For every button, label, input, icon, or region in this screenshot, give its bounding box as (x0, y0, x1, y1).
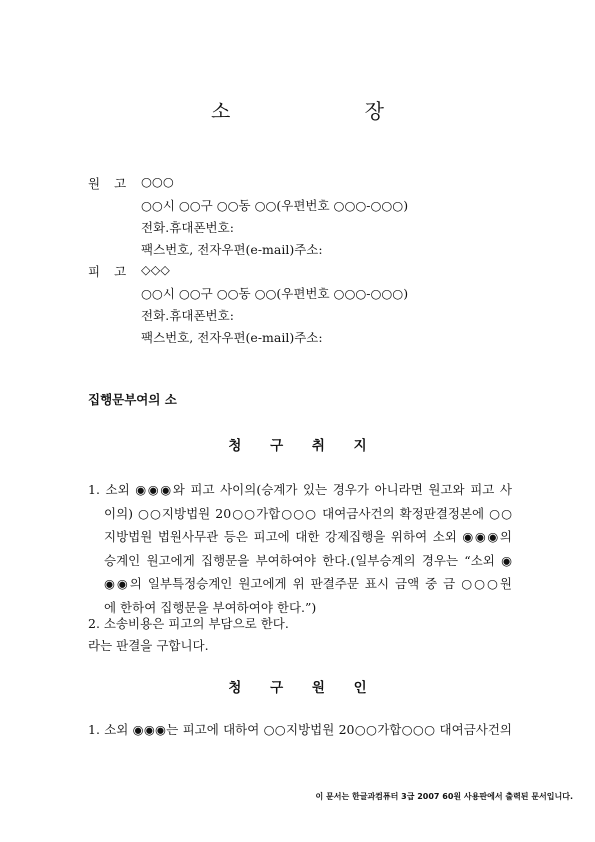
plaintiff-phone: 전화․휴대폰번호: (141, 220, 234, 235)
plaintiff-address: ○○시 ○○구 ○○동 ○○(우편번호 ○○○-○○○) (141, 198, 409, 213)
plaintiff-fax-email: 팩스번호, 전자우편(e-mail)주소: (141, 242, 323, 257)
footer-note: 이 문서는 한글과컴퓨터 3급 2007 60원 사용판에서 출력된 문서입니다. (315, 792, 573, 801)
claim-purpose-line: ◉◉의 일부특정승계인 원고에게 위 판결주문 표시 금액 중 금 ○○○원 (104, 576, 512, 592)
defendant-phone: 전화․휴대폰번호: (141, 308, 234, 323)
claim-purpose-closing: 라는 판결을 구합니다. (88, 638, 209, 653)
defendant-role-label: 피고 (88, 264, 141, 279)
defendant-fax-email: 팩스번호, 전자우편(e-mail)주소: (141, 330, 323, 345)
claim-purpose-heading: 청 구 취 지 (228, 438, 379, 454)
claim-purpose-line: 지방법원 법원사무관 등은 피고에 대한 강제집행을 위하여 소외 ◉◉◉의 (104, 529, 512, 545)
document-title: 소 장 (211, 99, 448, 123)
claim-cause-heading: 청 구 원 인 (228, 680, 379, 696)
plaintiff-name: ○○○ (141, 174, 174, 189)
claim-purpose-line: 에 한하여 집행문을 부여하여야 한다.”) (104, 600, 317, 615)
plaintiff-role-label: 원고 (88, 176, 141, 191)
case-name: 집행문부여의 소 (88, 392, 177, 407)
defendant-name: ◇◇◇ (141, 262, 170, 277)
claim-purpose-line: 1. 소외 ◉◉◉와 피고 사이의(승계가 있는 경우가 아니라면 원고와 피고 사 (88, 482, 512, 497)
defendant-address: ○○시 ○○구 ○○동 ○○(우편번호 ○○○-○○○) (141, 286, 409, 301)
claim-cause-item-1: 1. 소외 ◉◉◉는 피고에 대하여 ○○지방법원 20○○가합○○○ 대여금사건의 (88, 722, 512, 737)
claim-purpose-line: 승계인 원고에게 집행문을 부여하여야 한다.(일부승계의 경우는 “소외 ◉ (104, 552, 512, 568)
claim-purpose-item-2: 2. 소송비용은 피고의 부담으로 한다. (88, 616, 289, 631)
claim-purpose-line: 이의) ○○지방법원 20○○가합○○○ 대여금사건의 확정판결정본에 ○○ (104, 505, 512, 521)
